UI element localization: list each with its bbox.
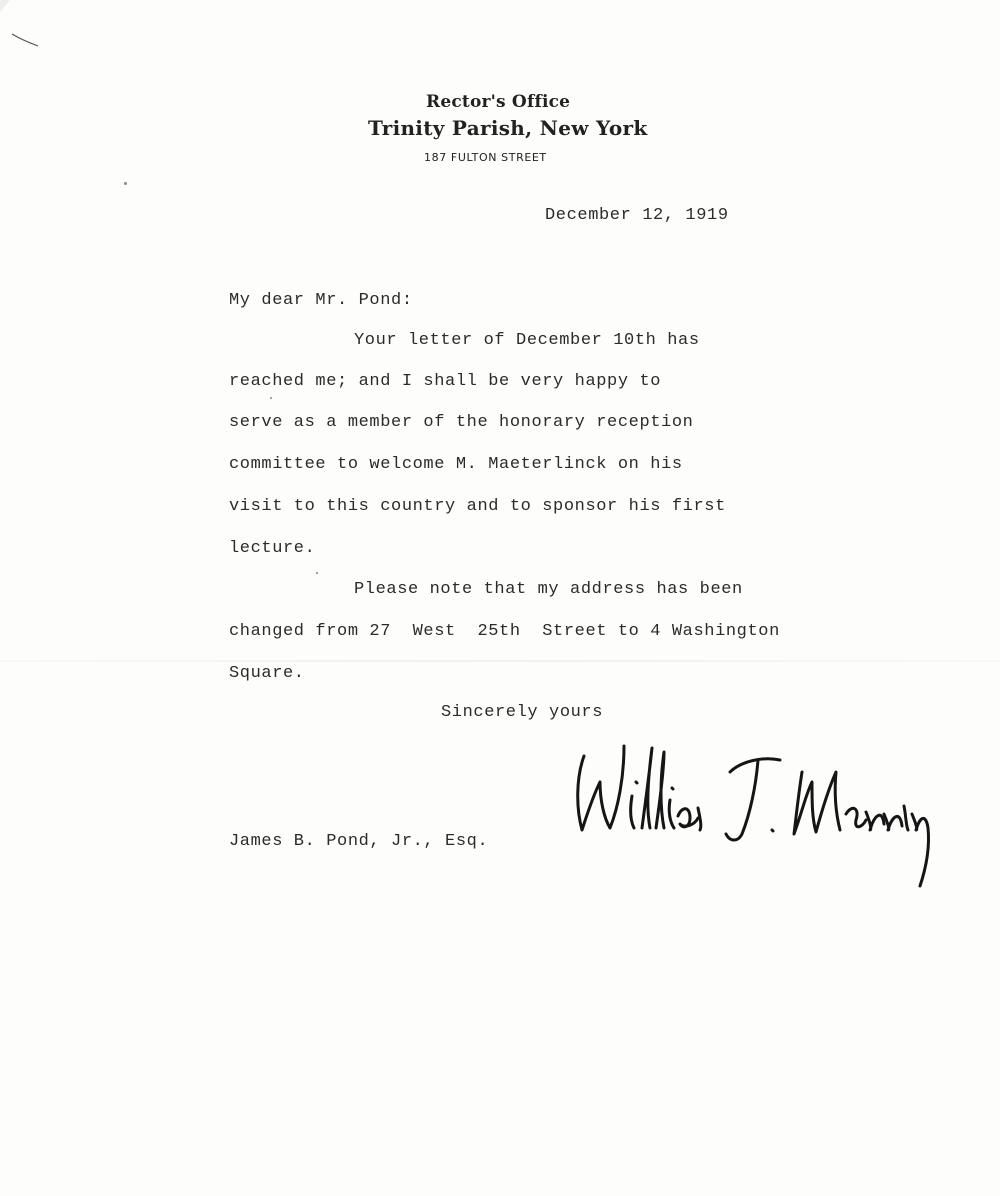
paper-speck bbox=[316, 572, 318, 574]
paper-speck bbox=[124, 182, 127, 185]
letterhead-parish: Trinity Parish, New York bbox=[368, 116, 648, 140]
closing: Sincerely yours bbox=[441, 703, 604, 722]
paper-fold-line bbox=[0, 660, 1000, 662]
signature bbox=[566, 738, 936, 898]
body-line: committee to welcome M. Maeterlinck on his bbox=[229, 455, 683, 474]
paper-speck bbox=[270, 397, 272, 399]
body-line: Square. bbox=[229, 664, 305, 683]
body-line: Your letter of December 10th has bbox=[354, 331, 700, 350]
torn-corner-mark bbox=[0, 0, 60, 60]
salutation: My dear Mr. Pond: bbox=[229, 291, 413, 310]
body-line: changed from 27 West 25th Street to 4 Washington bbox=[229, 622, 780, 641]
letter-date: December 12, 1919 bbox=[545, 206, 729, 225]
body-line: reached me; and I shall be very happy to bbox=[229, 372, 662, 391]
body-line: serve as a member of the honorary reception bbox=[229, 413, 694, 432]
letterhead-address: 187 FULTON STREET bbox=[424, 151, 547, 164]
body-line: Please note that my address has been bbox=[354, 580, 743, 599]
recipient: James B. Pond, Jr., Esq. bbox=[229, 832, 489, 851]
body-line: visit to this country and to sponsor his first bbox=[229, 497, 726, 516]
body-line: lecture. bbox=[229, 539, 316, 558]
letterhead-office: Rector's Office bbox=[426, 92, 571, 112]
